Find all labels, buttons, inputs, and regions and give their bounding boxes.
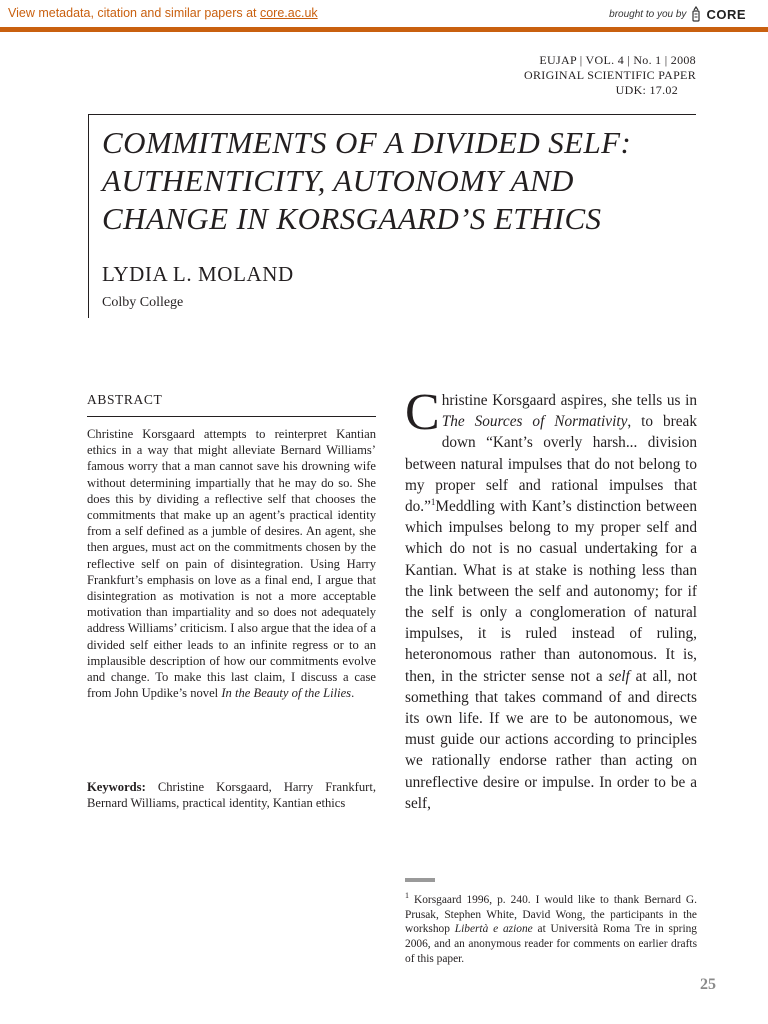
drop-cap: C bbox=[405, 384, 440, 441]
core-banner bbox=[0, 0, 768, 27]
author-affiliation: Colby College bbox=[102, 295, 184, 310]
novel-title: In the Beauty of the Lilies bbox=[221, 686, 352, 701]
page-number: 25 bbox=[700, 976, 716, 993]
author-name: LYDIA L. MOLAND bbox=[102, 262, 294, 286]
abstract-paragraph: Christine Korsgaard attempts to reinterpret Kantian ethics in a way that might alleviate Bernard Williams’ famous worry that a man cannot save his drowning wife without determining impartially that he may do so. She does this by dividing a reflective self that chooses the commitments that make up an agent’s practical identity from a self defined as a jumble of desires. An agent, she then argues, must act on the commitments chosen by the reflective self on pain of disintegration. Using Harry Frankfurt’s emphasis on love as a final end, I argue that disintegration as motivation is not a more acceptable motivation than impartiality and so does not adequately address Williams’ criticism. I also argue that the idea of a divided self either leads to an infinite regress or to an implausible description of how our commitments evolve and change. To make this last claim, I discuss a case from John Updike’s novel In the Beauty of the Lilies. bbox=[87, 427, 376, 701]
footnote: $^1$ Korsgaard 1996, p. 240. I would like to thank Bernard G. Prusak, Stephen White, David Wong, the participants in the workshop Libertà e azione at Università Roma Tre in spring 2006, and an anonymous reader for comments on earlier drafts of this paper. bbox=[405, 891, 697, 965]
core-branding bbox=[609, 6, 746, 22]
title-frame-left-rule bbox=[88, 114, 89, 318]
core-metadata-text: View metadata, citation and similar papers at core.ac.uk bbox=[8, 6, 318, 20]
paper-type: ORIGINAL SCIENTIFIC PAPER bbox=[524, 68, 696, 82]
footnote-mark: 1 bbox=[405, 891, 409, 900]
brought-to-you-label: brought to you by bbox=[609, 8, 687, 20]
paper-title bbox=[102, 124, 702, 238]
core-banner-rule bbox=[0, 27, 768, 32]
abstract-rule bbox=[87, 416, 376, 417]
keywords bbox=[87, 779, 376, 811]
book-title: The Sources of Normativity bbox=[441, 413, 628, 431]
body-paragraph: Christine Korsgaard aspires, she tells us in The Sources of Normativity, to break down “Kant’s overly harsh... division between natural impulses that do not belong to my proper self and rational impulses that do.”$^1$Meddling with Kant’s distinction between which impulses belong to my proper self and which do not is no casual undertaking for a Kantian. What is at stake is nothing less than the link between the self and autonomy; for if the self is only a conglomeration of natural impulses, it is ruled instead of ruling, heteronomous rather than autonomous. It is, then, in the stricter sense not a self at all, not something that takes command of and directs its own life. If we are to be autonomous, we must guide our actions according to principles we rationally endorse rather than acting on unreflective desire or impulse. In order to be a self, bbox=[405, 384, 697, 812]
abstract-heading: ABSTRACT bbox=[87, 392, 163, 407]
core-link[interactable]: core.ac.uk bbox=[259, 6, 318, 20]
footnote-reference[interactable]: 1 bbox=[430, 496, 436, 507]
title-line: AUTHENTICITY, AUTONOMY AND bbox=[102, 163, 574, 198]
core-logo-icon bbox=[690, 6, 702, 22]
footnote-rule bbox=[405, 878, 435, 882]
title-line: COMMITMENTS OF A DIVIDED SELF: bbox=[102, 125, 632, 160]
workshop-title: Libertà e azione bbox=[454, 923, 533, 936]
journal-meta bbox=[524, 53, 696, 98]
emphasis-self: self bbox=[608, 667, 630, 685]
keywords-list: Christine Korsgaard, Harry Frankfurt, Bernard Williams, practical identity, Kantian ethics bbox=[87, 780, 376, 811]
udk-code: UDK: 17.02 bbox=[615, 83, 678, 97]
title-frame-top-rule bbox=[88, 114, 696, 115]
keywords-label: Keywords: bbox=[87, 780, 146, 794]
journal-issue: EUJAP | VOL. 4 | No. 1 | 2008 bbox=[539, 53, 696, 67]
core-brand-name: CORE bbox=[706, 6, 746, 22]
abstract-text bbox=[87, 426, 376, 701]
title-line: CHANGE IN KORSGAARD’S ETHICS bbox=[102, 201, 602, 236]
